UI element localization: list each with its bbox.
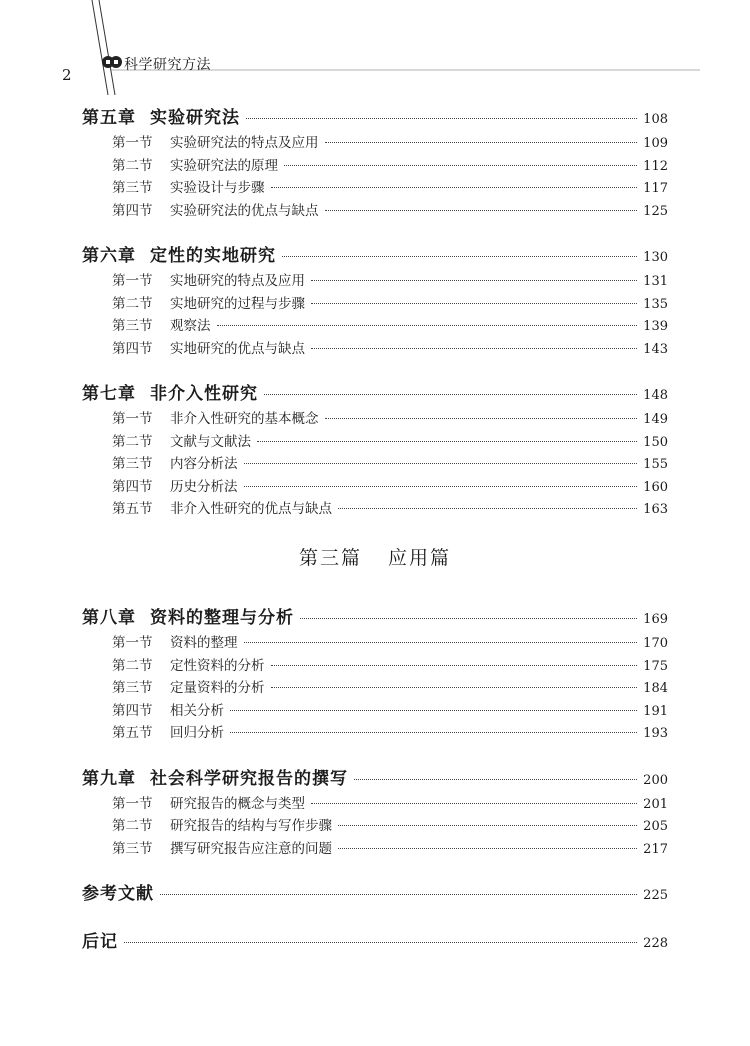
leader-dots bbox=[338, 508, 637, 509]
leader-dots bbox=[311, 280, 637, 281]
section-title: 撰写研究报告应注意的问题 bbox=[170, 840, 332, 857]
chapter-row[interactable] bbox=[82, 879, 668, 907]
leader-dots bbox=[271, 665, 638, 666]
chapter-entry bbox=[82, 603, 668, 744]
section-row[interactable] bbox=[82, 176, 668, 199]
section-title: 非介入性研究的优点与缺点 bbox=[170, 501, 332, 517]
section-number: 第一节 bbox=[112, 135, 153, 151]
section-row[interactable] bbox=[82, 407, 668, 430]
leader-dots bbox=[271, 687, 638, 688]
section-row[interactable] bbox=[82, 654, 668, 677]
part-heading bbox=[0, 543, 750, 570]
chapter-entry bbox=[82, 927, 668, 955]
section-number: 第三节 bbox=[112, 318, 153, 334]
section-title: 历史分析法 bbox=[170, 478, 238, 495]
chapter-number: 第九章 bbox=[82, 768, 136, 789]
section-row[interactable] bbox=[82, 314, 668, 337]
leader-dots bbox=[244, 463, 638, 464]
header-decoration bbox=[0, 0, 750, 95]
section-title: 定性资料的分析 bbox=[170, 657, 265, 674]
chapter-page: 130 bbox=[643, 250, 668, 265]
section-row[interactable] bbox=[82, 631, 668, 654]
chapter-title: 后记 bbox=[82, 932, 118, 952]
section-row[interactable] bbox=[82, 269, 668, 292]
section-title: 回归分析 bbox=[170, 725, 224, 741]
chapter-title: 定性的实地研究 bbox=[150, 246, 276, 266]
section-page: 143 bbox=[643, 341, 668, 357]
section-page: 150 bbox=[643, 434, 668, 450]
leader-dots bbox=[325, 418, 638, 419]
leader-dots bbox=[257, 441, 637, 442]
section-number: 第二节 bbox=[112, 433, 153, 450]
leader-dots bbox=[354, 779, 637, 780]
chapter-title: 非介入性研究 bbox=[150, 384, 258, 404]
section-title: 实地研究的优点与缺点 bbox=[170, 340, 305, 357]
table-of-contents-part3 bbox=[82, 600, 668, 975]
section-number: 第二节 bbox=[112, 295, 153, 312]
section-title: 研究报告的概念与类型 bbox=[170, 795, 305, 812]
section-row[interactable] bbox=[82, 292, 668, 315]
section-row[interactable] bbox=[82, 699, 668, 722]
section-page: 175 bbox=[643, 658, 668, 674]
section-row[interactable] bbox=[82, 154, 668, 177]
section-page: 149 bbox=[643, 412, 668, 427]
chapter-entry bbox=[82, 379, 668, 520]
chapter-entry bbox=[82, 764, 668, 860]
leader-dots bbox=[244, 642, 638, 643]
leader-dots bbox=[124, 942, 637, 943]
chapter-heading bbox=[82, 879, 154, 904]
section-row[interactable] bbox=[82, 337, 668, 360]
chapter-page: 200 bbox=[643, 772, 668, 788]
section-row[interactable] bbox=[82, 452, 668, 475]
section-number: 第五节 bbox=[112, 501, 153, 517]
chapter-number: 第八章 bbox=[82, 608, 136, 628]
leader-dots bbox=[325, 142, 638, 143]
leader-dots bbox=[230, 710, 637, 711]
leader-dots bbox=[244, 486, 638, 487]
chapter-heading bbox=[82, 764, 348, 789]
chapter-page: 228 bbox=[643, 936, 668, 951]
leader-dots bbox=[311, 803, 637, 804]
section-title: 非介入性研究的基本概念 bbox=[170, 411, 319, 427]
section-number: 第一节 bbox=[112, 273, 153, 289]
chapter-page: 225 bbox=[643, 888, 668, 903]
section-number: 第三节 bbox=[112, 840, 153, 857]
chapter-row[interactable] bbox=[82, 927, 668, 955]
page-header bbox=[0, 0, 750, 95]
chapter-entry bbox=[82, 879, 668, 907]
section-row[interactable] bbox=[82, 814, 668, 837]
chapter-heading bbox=[82, 241, 276, 266]
section-page: 191 bbox=[643, 703, 668, 719]
section-title: 实地研究的过程与步骤 bbox=[170, 295, 305, 312]
book-logo-icon bbox=[102, 53, 122, 71]
chapter-row[interactable] bbox=[82, 764, 668, 792]
section-row[interactable] bbox=[82, 792, 668, 815]
section-title: 资料的整理 bbox=[170, 635, 238, 651]
chapter-number: 第七章 bbox=[82, 384, 136, 404]
chapter-title: 实验研究法 bbox=[150, 108, 240, 128]
section-number: 第一节 bbox=[112, 635, 153, 651]
chapter-row[interactable] bbox=[82, 103, 668, 131]
section-page: 170 bbox=[643, 636, 668, 651]
section-row[interactable] bbox=[82, 721, 668, 744]
section-page: 205 bbox=[643, 819, 668, 834]
chapter-number: 第六章 bbox=[82, 246, 136, 266]
section-page: 193 bbox=[643, 726, 668, 741]
leader-dots bbox=[338, 825, 637, 826]
chapter-row[interactable] bbox=[82, 603, 668, 631]
section-number: 第四节 bbox=[112, 702, 153, 719]
section-number: 第五节 bbox=[112, 725, 153, 741]
section-page: 135 bbox=[643, 296, 668, 312]
leader-dots bbox=[230, 732, 637, 733]
section-title: 实地研究的特点及应用 bbox=[170, 273, 305, 289]
chapter-title: 参考文献 bbox=[82, 884, 154, 904]
leader-dots bbox=[311, 348, 637, 349]
part-number: 第三篇 bbox=[298, 547, 362, 569]
section-page: 163 bbox=[643, 502, 668, 517]
section-row[interactable] bbox=[82, 475, 668, 498]
section-title: 研究报告的结构与写作步骤 bbox=[170, 818, 332, 834]
chapter-heading bbox=[82, 379, 258, 404]
chapter-row[interactable] bbox=[82, 379, 668, 407]
section-page: 201 bbox=[643, 796, 668, 812]
section-row[interactable] bbox=[82, 676, 668, 699]
section-row[interactable] bbox=[82, 497, 668, 520]
section-row[interactable] bbox=[82, 837, 668, 860]
leader-dots bbox=[160, 894, 637, 895]
chapter-title: 资料的整理与分析 bbox=[150, 608, 294, 628]
section-row[interactable] bbox=[82, 430, 668, 453]
section-row[interactable] bbox=[82, 131, 668, 154]
section-page: 155 bbox=[643, 457, 668, 472]
section-title: 实验研究法的原理 bbox=[170, 157, 278, 174]
chapter-heading bbox=[82, 927, 118, 952]
section-number: 第四节 bbox=[112, 340, 153, 357]
book-title: 科学研究方法 bbox=[124, 57, 211, 73]
leader-dots bbox=[282, 256, 637, 257]
leader-dots bbox=[264, 394, 637, 395]
leader-dots bbox=[325, 210, 638, 211]
section-page: 112 bbox=[643, 158, 668, 174]
section-number: 第一节 bbox=[112, 411, 153, 427]
section-number: 第二节 bbox=[112, 818, 153, 834]
chapter-title: 社会科学研究报告的撰写 bbox=[150, 768, 348, 789]
part-title: 应用篇 bbox=[388, 547, 452, 569]
leader-dots bbox=[311, 303, 637, 304]
chapter-entry bbox=[82, 241, 668, 359]
section-page: 131 bbox=[643, 274, 668, 289]
section-row[interactable] bbox=[82, 199, 668, 222]
section-title: 相关分析 bbox=[170, 702, 224, 719]
chapter-heading bbox=[82, 103, 240, 128]
table-of-contents bbox=[82, 100, 668, 540]
section-number: 第三节 bbox=[112, 180, 153, 196]
page-number: 2 bbox=[62, 66, 72, 84]
section-number: 第三节 bbox=[112, 456, 153, 472]
leader-dots bbox=[271, 187, 638, 188]
section-title: 实验研究法的优点与缺点 bbox=[170, 202, 319, 219]
leader-dots bbox=[338, 848, 637, 849]
chapter-page: 148 bbox=[643, 388, 668, 403]
chapter-row[interactable] bbox=[82, 241, 668, 269]
leader-dots bbox=[300, 618, 637, 619]
leader-dots bbox=[217, 325, 638, 326]
section-number: 第四节 bbox=[112, 202, 153, 219]
section-page: 125 bbox=[643, 203, 668, 219]
section-page: 217 bbox=[643, 841, 668, 857]
chapter-number: 第五章 bbox=[82, 108, 136, 128]
section-title: 观察法 bbox=[170, 318, 211, 334]
leader-dots bbox=[284, 165, 637, 166]
section-page: 139 bbox=[643, 319, 668, 334]
section-number: 第四节 bbox=[112, 478, 153, 495]
section-page: 160 bbox=[643, 479, 668, 495]
section-title: 内容分析法 bbox=[170, 456, 238, 472]
chapter-entry bbox=[82, 103, 668, 221]
section-number: 第二节 bbox=[112, 657, 153, 674]
section-number: 第一节 bbox=[112, 795, 153, 812]
leader-dots bbox=[246, 118, 637, 119]
section-title: 实验设计与步骤 bbox=[170, 180, 265, 196]
section-title: 定量资料的分析 bbox=[170, 680, 265, 696]
section-number: 第二节 bbox=[112, 157, 153, 174]
section-page: 184 bbox=[643, 681, 668, 696]
chapter-page: 169 bbox=[643, 612, 668, 627]
chapter-page: 108 bbox=[643, 112, 668, 127]
section-number: 第三节 bbox=[112, 680, 153, 696]
section-page: 109 bbox=[643, 136, 668, 151]
section-title: 实验研究法的特点及应用 bbox=[170, 135, 319, 151]
chapter-heading bbox=[82, 603, 294, 628]
section-page: 117 bbox=[643, 181, 668, 196]
section-title: 文献与文献法 bbox=[170, 433, 251, 450]
